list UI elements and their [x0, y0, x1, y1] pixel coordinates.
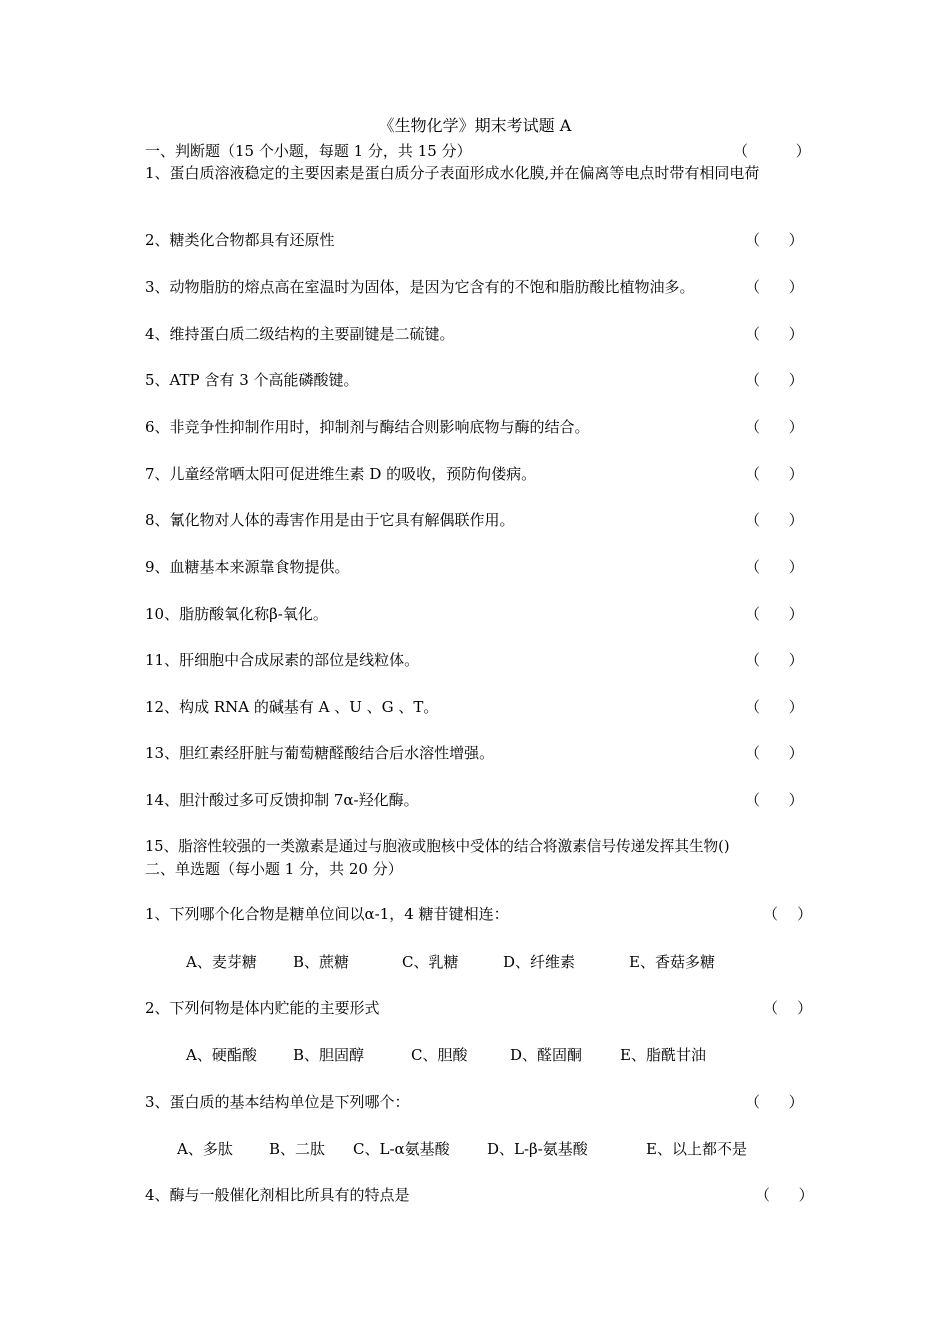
question-text: 14、胆汁酸过多可反馈抑制 7α-羟化酶。 — [145, 791, 419, 809]
answer-paren: （ ） — [745, 791, 804, 809]
question-text: 1、下列哪个化合物是糖单位间以α-1，4 糖苷键相连： — [145, 905, 509, 923]
answer-paren: （ ） — [745, 1093, 804, 1111]
answer-paren: （ ） — [745, 465, 804, 483]
option-c: C、L-α氨基酸 — [353, 1140, 450, 1158]
option-e: E、脂酰甘油 — [620, 1046, 706, 1064]
option-a: A、麦芽糖 — [186, 953, 257, 971]
question-text: 2、糖类化合物都具有还原性 — [145, 231, 335, 249]
option-d: D、L-β-氨基酸 — [487, 1140, 588, 1158]
answer-paren: （ ） — [745, 511, 804, 529]
option-b: B、二肽 — [269, 1140, 326, 1158]
answer-paren: （ ） — [745, 651, 804, 669]
question-text: 9、血糖基本来源靠食物提供。 — [145, 558, 350, 576]
question-text: 8、氰化物对人体的毒害作用是由于它具有解偶联作用。 — [145, 511, 515, 529]
question-text: 12、构成 RNA 的碱基有 A 、U 、G 、T。 — [145, 698, 439, 716]
answer-paren: （ ） — [745, 231, 804, 249]
section1-heading: 一、判断题（15 个小题，每题 1 分，共 15 分） — [145, 142, 472, 160]
question-text: 15、脂溶性较强的一类激素是通过与胞液或胞核中受体的结合将激素信号传递发挥其生物() — [145, 838, 730, 855]
answer-paren: （ ） — [745, 558, 804, 576]
option-b: B、蔗糖 — [293, 953, 350, 971]
answer-paren: （ ） — [745, 325, 804, 343]
option-e: E、以上都不是 — [646, 1140, 747, 1158]
question-text: 4、维持蛋白质二级结构的主要副键是二硫键。 — [145, 325, 455, 343]
question-text: 3、蛋白质的基本结构单位是下列哪个： — [145, 1093, 410, 1111]
question-text: 11、肝细胞中合成尿素的部位是线粒体。 — [145, 651, 420, 669]
question-text: 7、儿童经常晒太阳可促进维生素 D 的吸收，预防佝偻病。 — [145, 465, 537, 483]
question-text: 5、ATP 含有 3 个高能磷酸键。 — [145, 371, 359, 389]
answer-paren: （ ） — [763, 905, 813, 923]
answer-paren: （ ） — [745, 278, 804, 296]
answer-paren: （ ） — [745, 371, 804, 389]
section1-heading-paren: （ ） — [733, 142, 811, 160]
answer-paren: （ ） — [763, 999, 813, 1017]
question-text: 3、动物脂肪的熔点高在室温时为固体，是因为它含有的不饱和脂肪酸比植物油多。 — [145, 278, 695, 296]
page-title: 《生物化学》期末考试题 A — [378, 116, 572, 135]
option-c: C、胆酸 — [411, 1046, 468, 1064]
question-text: 10、脂肪酸氧化称β-氧化。 — [145, 605, 328, 623]
option-a: A、多肽 — [177, 1140, 233, 1158]
option-d: D、醛固酮 — [510, 1046, 583, 1064]
question-text: 6、非竞争性抑制作用时，抑制剂与酶结合则影响底物与酶的结合。 — [145, 418, 590, 436]
question-text: 4、酶与一般催化剂相比所具有的特点是 — [145, 1186, 410, 1204]
answer-paren: （ ） — [745, 418, 804, 436]
answer-paren: （ ） — [755, 1186, 814, 1204]
question-text: 2、下列何物是体内贮能的主要形式 — [145, 999, 380, 1017]
option-a: A、硬酯酸 — [186, 1046, 257, 1064]
option-c: C、乳糖 — [402, 953, 459, 971]
answer-paren: （ ） — [745, 698, 804, 716]
section2-heading: 二、单选题（每小题 1 分，共 20 分） — [145, 860, 403, 878]
answer-paren: （ ） — [745, 744, 804, 762]
option-b: B、胆固醇 — [293, 1046, 365, 1064]
option-e: E、香菇多糖 — [629, 953, 715, 971]
tf-question-1: 1、蛋白质溶液稳定的主要因素是蛋白质分子表面形成水化膜,并在偏离等电点时带有相同电荷 — [145, 164, 760, 182]
option-d: D、纤维素 — [503, 953, 576, 971]
answer-paren: （ ） — [745, 605, 804, 623]
question-text: 13、胆红素经肝脏与葡萄糖醛酸结合后水溶性增强。 — [145, 744, 495, 762]
